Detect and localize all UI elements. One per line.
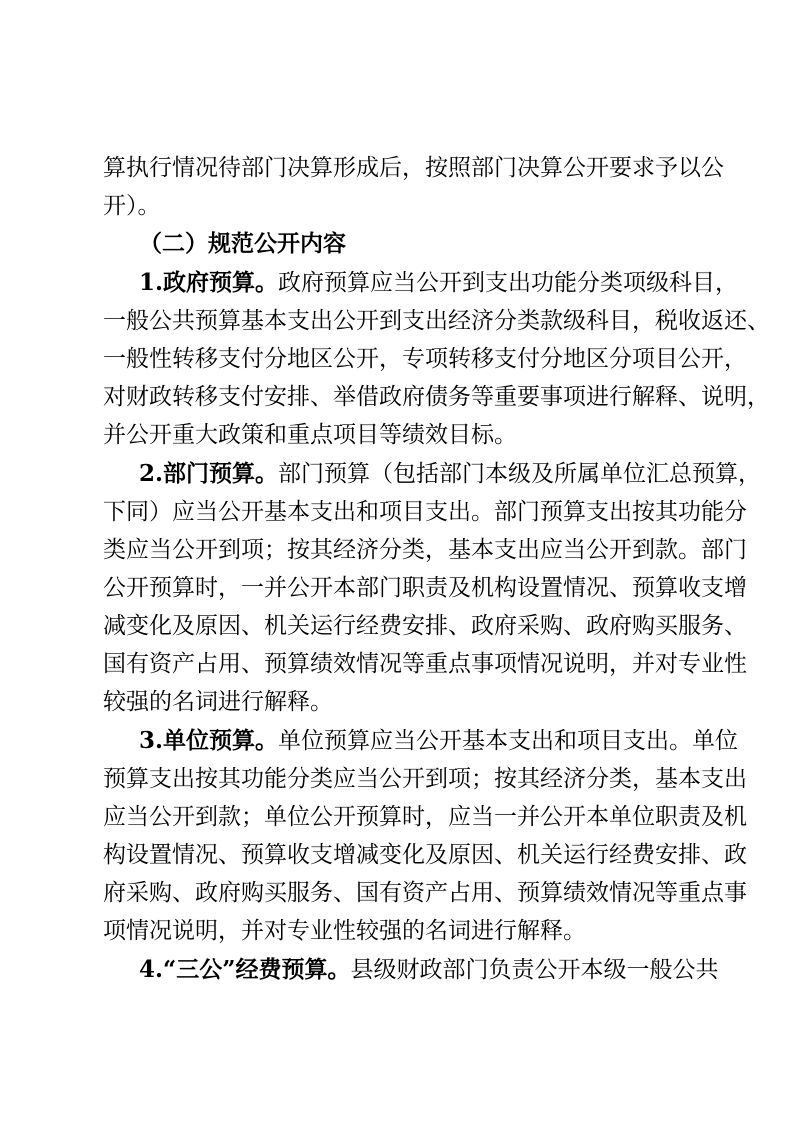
item-3-first-line bbox=[139, 726, 739, 756]
text-line: 较强的名词进行解释。 bbox=[103, 689, 333, 715]
item-2-first-line bbox=[139, 459, 762, 489]
text-line: 项情况说明，并对专业性较强的名词进行解释。 bbox=[103, 918, 586, 944]
item-2-lead: 2.部门预算。 bbox=[139, 460, 279, 487]
item-2-first-text: 部门预算（包括部门本级及所属单位汇总预算， bbox=[278, 461, 762, 487]
item-3-lead: 3.单位预算。 bbox=[139, 727, 279, 754]
text-line: 下同）应当公开基本支出和项目支出。部门预算支出按其功能分 bbox=[103, 499, 747, 525]
item-4-first-line bbox=[139, 955, 719, 985]
text-line: 预算支出按其功能分类应当公开到项；按其经济分类，基本支出 bbox=[103, 766, 747, 792]
text-line: 对财政转移支付安排、举借政府债务等重要事项进行解释、说明， bbox=[103, 384, 770, 410]
item-1-first-line bbox=[139, 268, 739, 298]
section-heading: （二）规范公开内容 bbox=[139, 230, 346, 257]
text-line: 公开预算时，一并公开本部门职责及机构设置情况、预算收支增 bbox=[103, 575, 747, 601]
item-1-first-text: 政府预算应当公开到支出功能分类项级科目， bbox=[278, 270, 739, 296]
item-4-first-text: 县级财政部门负责公开本级一般公共 bbox=[350, 957, 719, 983]
text-line: 构设置情况、预算收支增减变化及原因、机关运行经费安排、政 bbox=[103, 842, 747, 868]
text-line: 一般性转移支付分地区公开，专项转移支付分地区分项目公开， bbox=[103, 346, 747, 372]
item-3-first-text: 单位预算应当公开基本支出和项目支出。单位 bbox=[278, 728, 739, 754]
text-line: 应当公开到款；单位公开预算时，应当一并公开本单位职责及机 bbox=[103, 804, 747, 830]
text-line: 国有资产占用、预算绩效情况等重点事项情况说明，并对专业性 bbox=[103, 651, 747, 677]
text-line: 算执行情况待部门决算形成后，按照部门决算公开要求予以公 bbox=[103, 155, 724, 181]
text-line: 类应当公开到项；按其经济分类，基本支出应当公开到款。部门 bbox=[103, 537, 747, 563]
item-4-lead: 4.“三公”经费预算。 bbox=[139, 956, 351, 983]
text-line: 一般公共预算基本支出公开到支出经济分类款级科目，税收返还、 bbox=[103, 308, 770, 334]
text-line: 府采购、政府购买服务、国有资产占用、预算绩效情况等重点事 bbox=[103, 880, 747, 906]
text-line: 减变化及原因、机关运行经费安排、政府采购、政府购买服务、 bbox=[103, 613, 747, 639]
text-line: 并公开重大政策和重点项目等绩效目标。 bbox=[103, 422, 517, 448]
item-1-lead: 1.政府预算。 bbox=[139, 269, 279, 296]
text-line: 开）。 bbox=[103, 193, 161, 219]
